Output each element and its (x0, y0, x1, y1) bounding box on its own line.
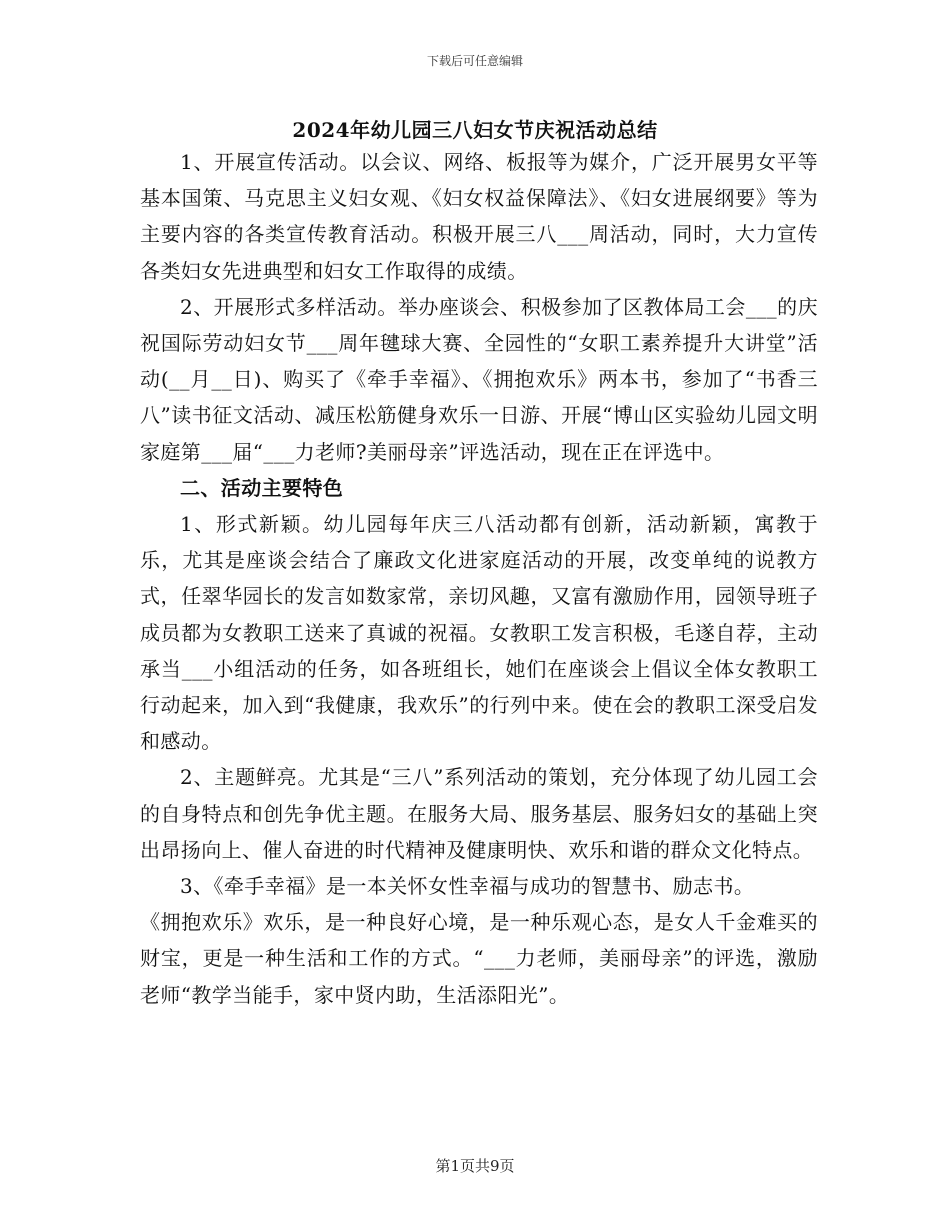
document-title: 2024年幼儿园三八妇女节庆祝活动总结 (292, 118, 658, 142)
paragraph-novel-format: 1、形式新颖。幼儿园每年庆三八活动都有创新，活动新颖，寓教于乐，尤其是座谈会结合了廉政文化进家庭活动的开展，改变单纯的说教方式，任翠华园长的发言如数家常，亲切风趣，又富有激励作用，园领导班子成员都为女教职工送来了真诚的祝福。女教职工发言积极，毛遂自荐，主动承当___小组活动的任务，如各班组长，她们在座谈会上倡议全体女教职工行动起来，加入到“我健康，我欢乐”的行列中来。使在会的教职工深受启发和感动。 (140, 512, 818, 754)
paragraph-closing: 《拥抱欢乐》欢乐，是一种良好心境，是一种乐观心态，是女人千金难买的财宝，更是一种生活和工作的方式。“___力老师，美丽母亲”的评选，激励老师“教学当能手，家中贤内助，生活添阳光”。 (140, 910, 818, 1007)
paragraph-books: 3、《牵手幸福》是一本关怀女性幸福与成功的智慧书、励志书。 (180, 874, 755, 899)
page-header-note: 下载后可任意编辑 (426, 54, 523, 68)
document-body (140, 144, 818, 1013)
page-number-indicator: 第1页共9页 (435, 1157, 515, 1175)
paragraph-bright-theme: 2、主题鲜亮。尤其是“三八”系列活动的策划，充分体现了幼儿园工会的自身特点和创先争优主题。在服务大局、服务基层、服务妇女的基础上突出昂扬向上、催人奋进的时代精神及健康明快、欢乐和谐的群众文化特点。 (140, 765, 818, 862)
section-heading-features: 二、活动主要特色 (180, 475, 344, 500)
paragraph-activities: 2、开展形式多样活动。举办座谈会、积极参加了区教体局工会___的庆祝国际劳动妇女节___周年毽球大赛、全园性的“女职工素养提升大讲堂”活动(__月__日)、购买了《牵手幸福》、《拥抱欢乐》两本书，参加了“书香三八”读书征文活动、减压松筋健身欢乐一日游、开展“博山区实验幼儿园文明家庭第___届“___力老师?美丽母亲”评选活动，现在正在评选中。 (140, 294, 818, 464)
paragraph-publicity: 1、开展宣传活动。以会议、网络、板报等为媒介，广泛开展男女平等基本国策、马克思主义妇女观、《妇女权益保障法》、《妇女进展纲要》等为主要内容的各类宣传教育活动。积极开展三八___周活动，同时，大力宣传各类妇女先进典型和妇女工作取得的成绩。 (140, 150, 818, 283)
